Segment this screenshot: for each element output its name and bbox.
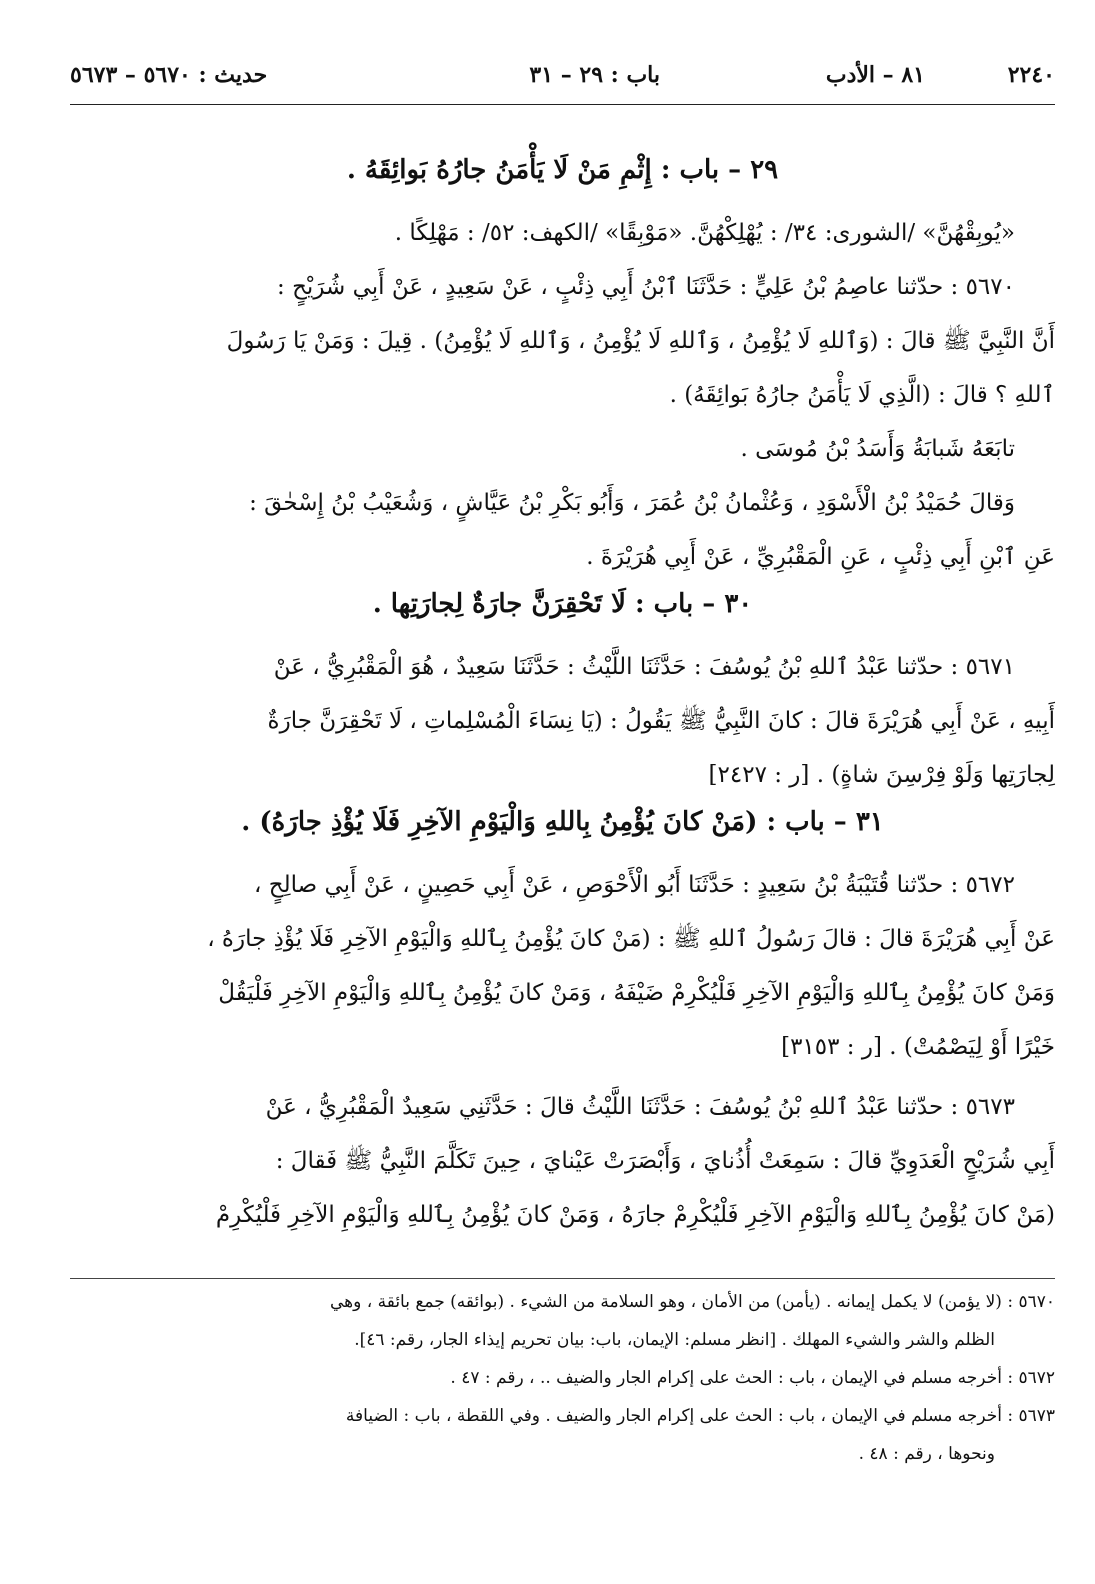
hadith-5673-line-1: ٥٦٧٣ : حدّثنا عَبْدُ ٱللهِ بْنُ يُوسُفَ : حَدَّثَنَا اللَّيْثُ قالَ : حَدَّثَنِي سَعِيدٌ الْمَقْبُرِيُّ ، عَنْ — [265, 1094, 1015, 1120]
hadith-5670-qal-line-1: وَقالَ حُمَيْدُ بْنُ الْأَسْوَدِ ، وَعُثْمانُ بْنُ عُمَرَ ، وَأَبُو بَكْرِ بْنُ عَيَّاشٍ ، وَشُعَيْبُ بْنُ إِسْحٰقَ : — [249, 490, 1015, 516]
hadith-5670-qal-line-2: عَنِ ٱبْنِ أَبِي ذِئْبٍ ، عَنِ الْمَقْبُرِيِّ ، عَنْ أَبِي هُرَيْرَةَ . — [586, 544, 1055, 570]
bab-29-title: ٢٩ – باب : إِثْمِ مَنْ لَا يَأْمَنُ جارُهُ بَوائِقَهُ . — [346, 155, 779, 185]
chapter-title: ٨١ – الأدب — [825, 62, 925, 88]
footnote-5673-line-2: ونحوها ، رقم : ٤٨ . — [858, 1444, 995, 1464]
hadith-5671-line-1: ٥٦٧١ : حدّثنا عَبْدُ ٱللهِ بْنُ يُوسُفَ : حَدَّثَنَا اللَّيْثُ : حَدَّثَنَا سَعِيدٌ ، هُوَ الْمَقْبُرِيُّ ، عَنْ — [273, 654, 1015, 680]
footnote-5670-line-1: ٥٦٧٠ : (لا يؤمن) لا يكمل إيمانه . (يأمن) من الأمان ، وهو السلامة من الشيء . (بوائقه) جمع بائقة ، وهي — [329, 1292, 1055, 1312]
bab-range: باب : ٢٩ – ٣١ — [529, 62, 660, 88]
book-page — [70, 0, 1055, 1584]
footnote-5672: ٥٦٧٢ : أخرجه مسلم في الإيمان ، باب : الحث على إكرام الجار والضيف .. ، رقم : ٤٧ . — [450, 1368, 1055, 1388]
bab-30-title: ٣٠ – باب : لَا تَحْقِرَنَّ جارَةٌ لِجارَتِها . — [372, 589, 753, 619]
hadith-5670-line-2: أَنَّ النَّبِيَّ ﷺ قالَ : (وَٱللهِ لَا يُؤْمِنُ ، وَٱللهِ لَا يُؤْمِنُ ، وَٱللهِ لَا يُؤْمِنُ) . قِيلَ : وَمَنْ يَا رَسُولَ — [226, 328, 1055, 354]
hadith-5672-line-3: وَمَنْ كانَ يُؤْمِنُ بِٱللهِ وَالْيَوْمِ الآخِرِ فَلْيُكْرِمْ ضَيْفَهُ ، وَمَنْ كانَ يُؤْمِنُ بِٱللهِ وَالْيَوْمِ الآخِرِ فَلْيَقُلْ — [218, 980, 1055, 1006]
main-text — [70, 150, 1055, 1242]
page-number: ٢٢٤٠ — [1007, 62, 1055, 88]
header-divider — [70, 104, 1055, 105]
hadith-5670-line-3: ٱللهِ ؟ قالَ : (الَّذِي لَا يَأْمَنُ جارُهُ بَوائِقَهُ) . — [669, 382, 1055, 408]
bab-31-title: ٣١ – باب : (مَنْ كانَ يُؤْمِنُ بِاللهِ وَالْيَوْمِ الآخِرِ فَلَا يُؤْذِ جارَهُ) . — [241, 807, 884, 837]
footnote-divider — [70, 1278, 1055, 1279]
hadith-5671-line-2: أَبِيهِ ، عَنْ أَبِي هُرَيْرَةَ قالَ : كانَ النَّبِيُّ ﷺ يَقُولُ : (يَا نِسَاءَ الْمُسْلِماتِ ، لَا تَحْقِرَنَّ جارَةٌ — [267, 708, 1055, 734]
hadith-5672-line-4: خَيْرًا أَوْ لِيَصْمُتْ) . [ر : ٣١٥٣] — [781, 1034, 1055, 1060]
bab-29-gloss: «يُوبِقْهُنَّ» /الشورى: ٣٤/ : يُهْلِكْهُنَّ. «مَوْبِقًا» /الكهف: ٥٢/ : مَهْلِكًا . — [394, 220, 1015, 246]
footnote-5670-line-2: الظلم والشر والشيء المهلك . [انظر مسلم: الإيمان، باب: بيان تحريم إيذاء الجار، رقم: ٤٦]. — [354, 1330, 995, 1350]
footnotes — [70, 1283, 1055, 1473]
hadith-5673-line-3: (مَنْ كانَ يُؤْمِنُ بِٱللهِ وَالْيَوْمِ الآخِرِ فَلْيُكْرِمْ جارَهُ ، وَمَنْ كانَ يُؤْمِنُ بِٱللهِ وَالْيَوْمِ الآخِرِ فَلْيُكْرِمْ — [215, 1202, 1055, 1228]
hadith-5670-line-1: ٥٦٧٠ : حدّثنا عاصِمُ بْنُ عَلِيٍّ : حَدَّثَنَا ٱبْنُ أَبِي ذِئْبٍ ، عَنْ سَعِيدٍ ، عَنْ أَبِي شُرَيْحٍ : — [277, 274, 1015, 300]
footnote-5673-line-1: ٥٦٧٣ : أخرجه مسلم في الإيمان ، باب : الحث على إكرام الجار والضيف . وفي اللقطة ، باب : الضيافة — [345, 1406, 1055, 1426]
hadith-5672-line-1: ٥٦٧٢ : حدّثنا قُتَيْبَةُ بْنُ سَعِيدٍ : حَدَّثَنَا أَبُو الْأَحْوَصِ ، عَنْ أَبِي حَصِينٍ ، عَنْ أَبِي صالِحٍ ، — [254, 872, 1015, 898]
hadith-5673-line-2: أَبِي شُرَيْحٍ الْعَدَوِيِّ قالَ : سَمِعَتْ أُذُنايَ ، وَأَبْصَرَتْ عَيْنايَ ، حِينَ تَكَلَّمَ النَّبِيُّ ﷺ فَقالَ : — [275, 1148, 1055, 1174]
hadith-5672-line-2: عَنْ أَبِي هُرَيْرَةَ قالَ : قالَ رَسُولُ ٱللهِ ﷺ : (مَنْ كانَ يُؤْمِنُ بِٱللهِ وَالْيَوْمِ الآخِرِ فَلَا يُؤْذِ جارَهُ ، — [207, 926, 1055, 952]
hadith-5671-line-3: لِجارَتِها وَلَوْ فِرْسِنَ شاةٍ) . [ر : ٢٤٢٧] — [708, 762, 1055, 788]
page-header — [70, 58, 1055, 98]
hadith-range: حديث : ٥٦٧٠ – ٥٦٧٣ — [70, 62, 268, 88]
hadith-5670-tabaahu: تابَعَهُ شَبابَةُ وَأَسَدُ بْنُ مُوسَى . — [740, 436, 1015, 462]
